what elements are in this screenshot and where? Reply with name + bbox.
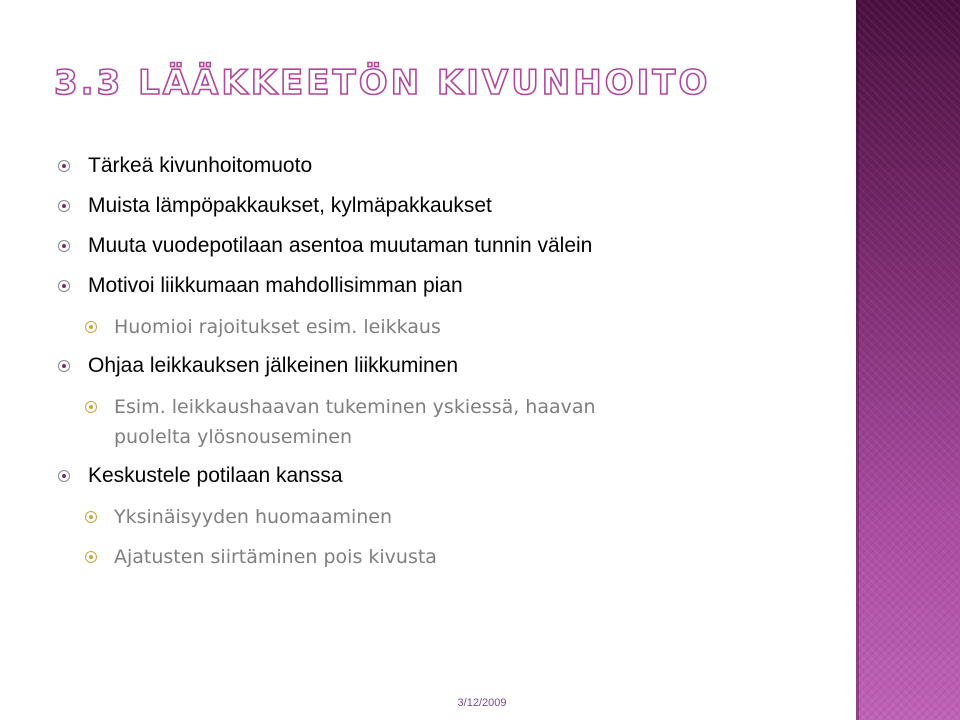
- circle-dot-bullet-icon: [58, 160, 70, 172]
- circle-dot-bullet-icon: [85, 401, 97, 413]
- circle-dot-bullet-icon: [58, 470, 70, 482]
- circle-dot-bullet-icon: [85, 321, 97, 333]
- bullet-item: [58, 192, 818, 219]
- bullet-text: Ohjaa leikkauksen jälkeinen liikkuminen: [88, 354, 459, 377]
- bullet-item: [58, 462, 818, 489]
- sub-bullet-text: Esim. leikkaushaavan tukeminen yskiessä, haavan puolelta ylösnouseminen: [114, 396, 596, 448]
- circle-dot-bullet-icon: [85, 511, 97, 523]
- bullet-text: Muuta vuodepotilaan asentoa muutaman tunnin välein: [88, 234, 593, 257]
- slide-title: 3.3 LÄÄKKEETÖN KIVUNHOITO: [54, 63, 711, 103]
- bullet-item: [58, 232, 818, 259]
- circle-dot-bullet-icon: [85, 551, 97, 563]
- circle-dot-bullet-icon: [58, 280, 70, 292]
- bullet-text: Muista lämpöpakkaukset, kylmäpakkaukset: [88, 194, 492, 217]
- bullet-list: [58, 152, 818, 582]
- bullet-item: [58, 352, 818, 379]
- bullet-item: [58, 152, 818, 179]
- side-band-edge: [856, 0, 859, 720]
- sub-bullet-item: [58, 502, 818, 532]
- sub-bullet-item: [58, 312, 818, 342]
- circle-dot-bullet-icon: [58, 360, 70, 372]
- decorative-side-band: [856, 0, 960, 720]
- bullet-item: [58, 272, 818, 299]
- bullet-text: Tärkeä kivunhoitomuoto: [88, 154, 313, 177]
- circle-dot-bullet-icon: [58, 240, 70, 252]
- circle-dot-bullet-icon: [58, 200, 70, 212]
- bullet-text: Motivoi liikkumaan mahdollisimman pian: [88, 274, 463, 297]
- sub-bullet-item: [58, 392, 818, 452]
- footer-date: 3/12/2009: [457, 697, 507, 709]
- bullet-text: Keskustele potilaan kanssa: [88, 464, 343, 487]
- sub-bullet-text: Huomioi rajoitukset esim. leikkaus: [114, 316, 441, 338]
- sub-bullet-item: [58, 542, 818, 572]
- sub-bullet-text: Yksinäisyyden huomaaminen: [114, 506, 393, 528]
- sub-bullet-text: Ajatusten siirtäminen pois kivusta: [114, 546, 437, 568]
